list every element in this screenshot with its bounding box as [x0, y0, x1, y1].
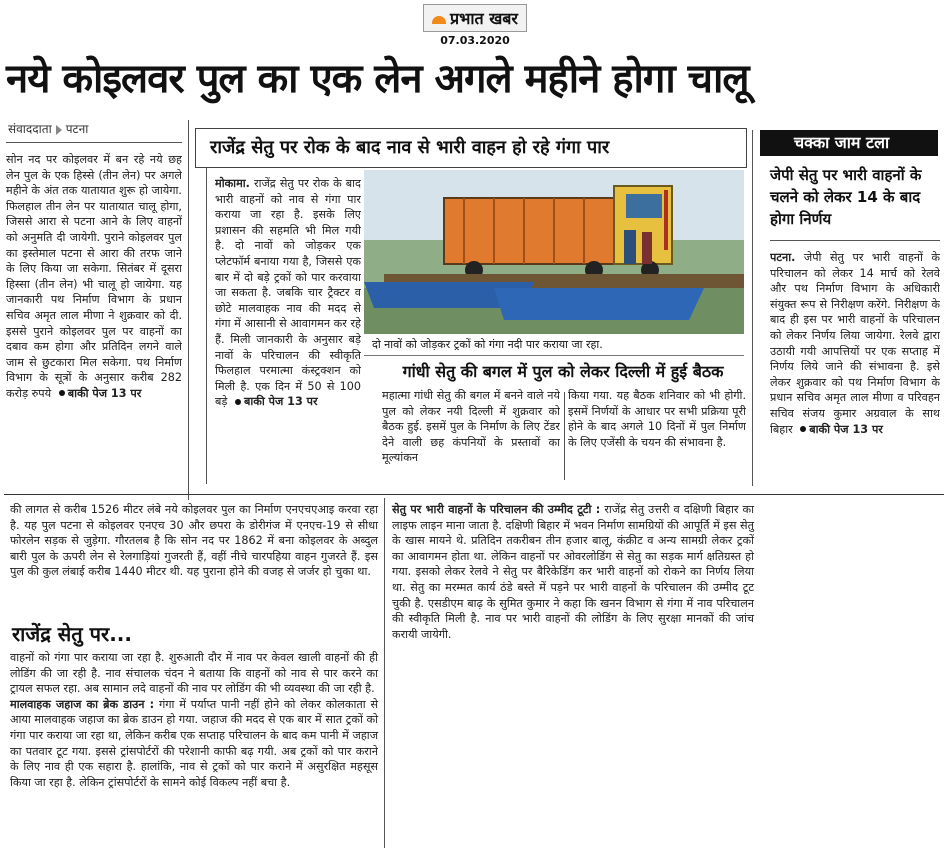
paragraph: वाहनों को गंगा पार कराया जा रहा है. शुरुआती दौर में नाव पर केवल खाली वाहनों की ही लोडिंग की जा रही है. नाव संचालक चंदन ने बताया कि वाहनों को नाव से पार करने का ट्रायल सफल रहा. अब सामान लदे वाहनों की नाव पर लोडिंग की भी व्यवस्था की जा रही है. [10, 651, 378, 696]
continuation-text: की लागत से करीब 1526 मीटर लंबे नये कोइलवर पुल का निर्माण एनएचएआइ करवा रहा है. यह पुल पटना से कोइलवर एनएच 30 और छपरा के डोरीगंज में एनएच-19 से सीधा फोरलेन सड़क से जुड़ेगा. गौरतलब है कि सोन नद पर 1862 में बना कोइलवर के अब्दुल बारी पुल के ऊपरी लेन से रेलगाड़ियां गुजरती हैं, वहीं नीचे चारपहिया वाहन गुजरते हैं. इस पुल की कुल लंबाई करीब 1440 मीटर थी. यह पुराना होने की वजह से जर्जर हो चुका था. [10, 503, 378, 579]
gandhi-text-col-2: किया गया. यह बैठक शनिवार को भी होगी. इसमें निर्णयों के आधार पर सभी प्रक्रिया पूरी होने के बाद अगले 10 दिनों में पुल निर्माण के लिए एजेंसी के चयन की संभावना है. [568, 389, 746, 449]
bullet-icon [800, 426, 806, 432]
continued-label: बाकी पेज 13 पर [809, 422, 883, 436]
main-headline: नये कोइलवर पुल का एक लेन अगले महीने होगा चालू [6, 56, 749, 102]
divider [770, 240, 940, 241]
section-divider [4, 494, 944, 495]
jam-story-body: जेपी सेतु पर भारी वाहनों के परिचालन को लेकर 14 मार्च को रेलवे और पथ निर्माण विभाग के अधिकारी संयुक्त रूप से निरीक्षण करेंगे. निरीक्षण के बाद ही इस पर भारी वाहनों के परिचालन को लेकर निर्णय लिया जायेगा. रेलवे द्वारा उठायी गयी आपत्तियों पर एक सप्ताह में निर्णय लिये जाने की संभावना है. इसे लेकर शुक्रवार को पथ निर्माण विभाग के प्रधान सचिव अमृत लाल मीणा व परिवहन सचिव संजय कुमार अग्रवाल के साथ बिहार [770, 251, 940, 436]
gandhi-text-col-1: महात्मा गांधी सेतु की बगल में बनने वाले नये पुल को लेकर नयी दिल्ली में शुक्रवार को बैठक हुई. इसमें पुल के निर्माण के लिए टेंडर देने वाली छह कंपनियों के प्रस्तावों का मूल्यांकन [382, 389, 560, 465]
arrow-icon [56, 125, 62, 135]
bullet-icon [235, 399, 241, 405]
byline-author: संवाददाता [8, 122, 52, 136]
issue-date: 07.03.2020 [440, 34, 510, 47]
logo-text: प्रभात खबर [450, 9, 518, 28]
divider [188, 120, 189, 500]
box-headline: राजेंद्र सेतु पर रोक के बाद नाव से भारी वाहन हो रहे गंगा पार [195, 128, 747, 168]
newspaper-logo [423, 4, 527, 32]
continued-badge [231, 395, 318, 408]
divider [206, 168, 207, 484]
continuation-subhead: राजेंद्र सेतु पर... [12, 622, 132, 646]
byline [8, 120, 88, 137]
continued-badge [55, 387, 142, 400]
byline-place: पटना [65, 122, 89, 136]
left-column-text [6, 152, 182, 498]
divider [384, 498, 385, 848]
masthead [380, 4, 570, 48]
boat-truck-illustration [364, 170, 744, 334]
continued-label: बाकी पेज 13 पर [67, 386, 142, 400]
jam-headline: जेपी सेतु पर भारी वाहनों के चलने को लेकर 14 के बाद होगा निर्णय [770, 166, 922, 228]
box-story-body: राजेंद्र सेतु पर रोक के बाद भारी वाहनों को नाव से गंगा पार कराया जा रहा है. इसके लिए प्रशासन की सहमति भी मिल गयी है. दो नावों को जोड़कर एक प्लेटफॉर्म बनाया गया है, जिससे एक बार में दो बड़े ट्रकों को पार करवाया जा सकता है. जबकि चार ट्रैक्टर व छोटे मालवाहक नाव की मदद से गंगा में आसानी से आवागमन कर रहे हैं. मिली जानकारी के अनुसार बड़े नावों के परिचालन की स्वीकृति फिलहाल परमात्मा कंस्ट्रक्शन को मिली है. एक दिन में 50 से 100 बड़े [215, 177, 361, 409]
bottom-right-text [392, 502, 754, 642]
box-story-text [215, 176, 361, 476]
paragraph-lead: सेतु पर भारी वाहनों के परिचालन की उम्मीद टूटी : [392, 503, 601, 516]
paragraph-body: गंगा में पर्याप्त पानी नहीं होने को लेकर कोलकाता से आया मालवाहक जहाज का ब्रेक डाउन हो गया. जहाज की मदद से एक बार में सात ट्रकों को गंगा पार कराया जा रहा था, लेकिन करीब एक सप्ताह परिचालन के बाद कम पानी में जहाज का पतवार टूट गया. इससे ट्रांसपोर्टरों की परेशानी काफी बढ़ गयी. अब ट्रकों को पार कराने के लिए नाव ही एक सहारा है. हालांकि, नाव से ट्रकों को पार कराने में असुरक्षित महसूस किया जा रहा है. लेकिन ट्रांसपोर्टरों के सामने कोई विकल्प नहीं बचा है. [10, 697, 379, 789]
sun-icon [432, 16, 446, 24]
dateline: मोकामा. [215, 177, 250, 190]
gandhi-headline: गांधी सेतु की बगल में पुल को लेकर दिल्ली में हुई बैठक [402, 362, 724, 381]
continuation-text-2 [10, 650, 378, 790]
jam-story-text [770, 250, 940, 482]
divider [564, 392, 565, 480]
continued-label: बाकी पेज 13 पर [243, 395, 318, 409]
bullet-icon [59, 390, 65, 396]
photo-caption: दो नावों को जोड़कर ट्रकों को गंगा नदी पार कराया जा रहा. [364, 334, 744, 356]
news-photo [364, 170, 744, 334]
left-column-body: सोन नद पर कोइलवर में बन रहे नये छह लेन पुल के एक हिस्से (तीन लेन) पर अगले महीने के अंत तक यातायात शुरू हो जायेगा. फिलहाल तीन लेन पर यातायात चालू होगा, जिससे आरा से पटना आने के लिए वाहनों को अनुमति दी जायेगी. पुराने कोइलवर पुल का इस्तेमाल पटना से आरा की तरफ जाने के लिए किया जा सकेगा. सितंबर में दूसरा हिस्सा (तीन लेन) भी चालू हो जायेगा. यह जानकारी पथ निर्माण विभाग के प्रधान सचिव अमृत लाल मीणा ने शुक्रवार को दी. इससे पुराने कोइलवर पुल पर वाहनों का दबाव कम होगा और प्रतिदिन लगने वाले जाम से छुटकारा मिल सकेगा. पथ निर्माण विभाग के सूत्रों के अनुसार करीब 282 करोड़ रुपये [6, 153, 182, 400]
continued-badge [796, 423, 883, 436]
dateline: पटना. [770, 251, 796, 264]
paragraph-body: राजेंद्र सेतु उत्तरी व दक्षिणी बिहार का लाइफ लाइन माना जाता है. दक्षिणी बिहार में भवन निर्माण सामग्रियों की आपूर्ति में इस सेतु के खास मायने थे. प्रतिदिन तकरीबन तीन हजार बालू, कंक्रीट व अन्य सामग्री लेकर ट्रकों का आवागमन होता था. लेकिन वाहनों पर ओवरलोडिंग से सेतु का सड़क मार्ग क्षतिग्रस्त हो गया. इसको लेकर रेलवे ने सेतु पर बैरिकेडिंग कर भारी वाहनों को रोकने का निर्णय लिया था. सेतु का मरम्मत कार्य ठंडे बस्ते में पड़ने पर भारी वाहनों के परिचालन की उम्मीद टूट चुकी है. एसडीएम बाढ़ के सुमित कुमार ने कहा कि खनन विभाग से गंगा में नाव परिचालन की स्वीकृति मिली है. नाव पर भारी वाहनों की लोडिंग के लिए सुरक्षा मानकों की जांच करायी जायेगी. [392, 503, 754, 641]
divider [6, 142, 182, 143]
section-label: चक्का जाम टला [760, 130, 938, 156]
paragraph [10, 697, 378, 791]
divider [752, 130, 753, 486]
paragraph-lead: मालवाहक जहाज का ब्रेक डाउन : [10, 697, 155, 711]
